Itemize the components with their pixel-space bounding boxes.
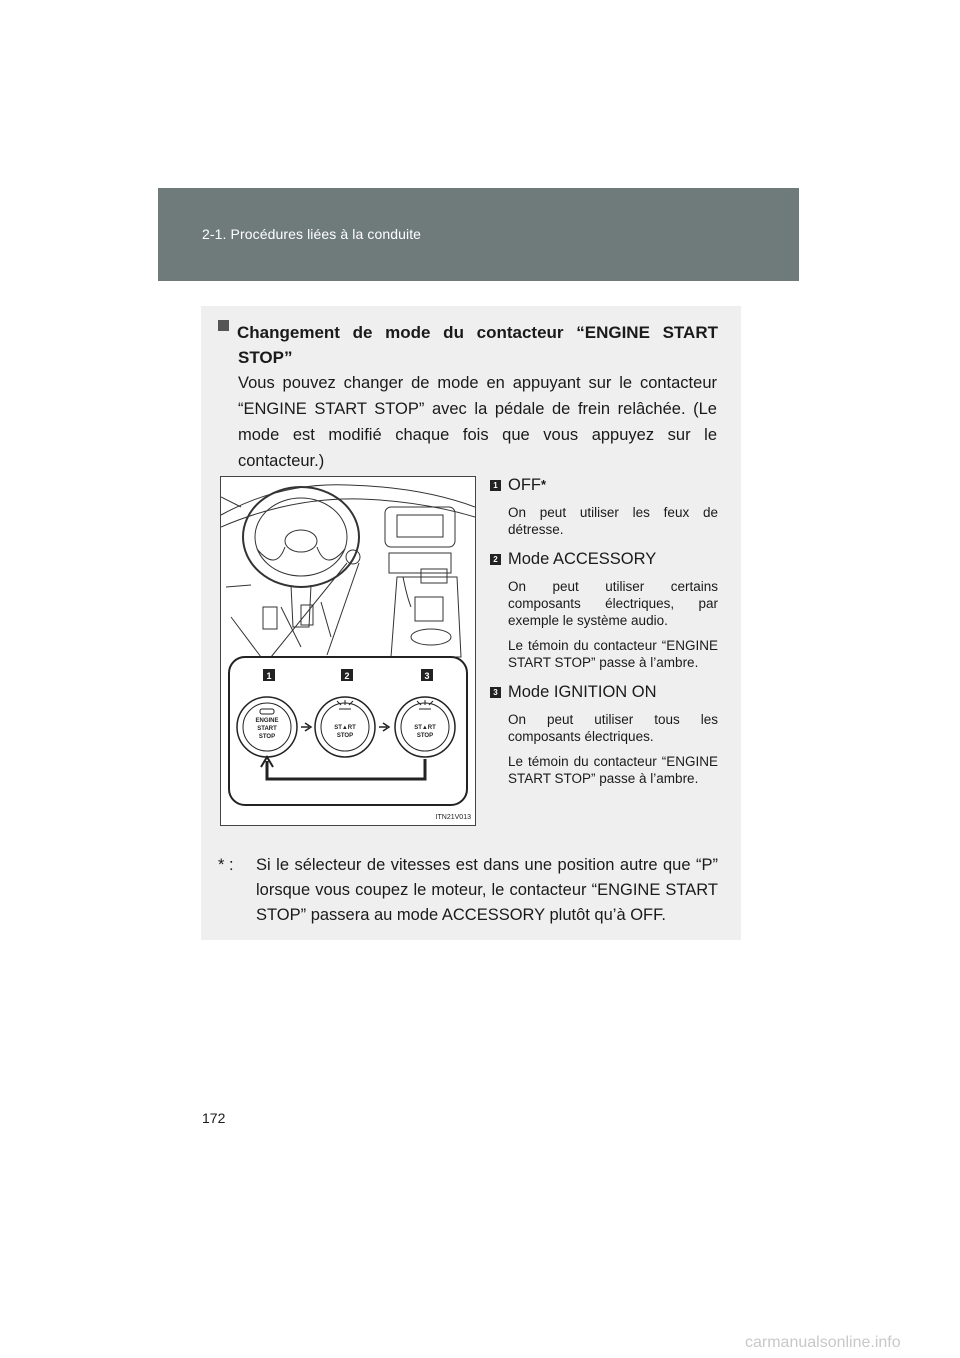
watermark: carmanualsonline.info [745,1334,901,1351]
svg-text:2: 2 [344,671,350,681]
mode-item-off [490,474,718,538]
mode-list [490,474,718,787]
mode-description: On peut utiliser tous les composants électriques. [508,712,718,744]
mode-description: Le témoin du contacteur “ENGINE START STOP” passe à l’ambre. [508,754,718,786]
number-badge: 2 [490,554,501,565]
heading-line-1 [218,320,718,345]
heading-text-2: STOP” [238,348,293,367]
footnote-text: Si le sélecteur de vitesses est dans une position autre que “P” lorsque vous coupez le moteur, le contacteur “ENGINE START STOP” passera au mode ACCESSORY plutôt qu’à OFF. [256,856,718,924]
button-1-label-1: ENGINE [255,718,279,724]
dashboard-illustration [220,476,476,826]
illustration-code: ITN21V013 [435,814,471,821]
svg-text:1: 1 [266,671,272,681]
dashboard-drawing [221,477,475,825]
section-title: 2-1. Procédures liées à la conduite [202,226,422,242]
footnote-mark: * : [218,856,234,874]
mode-item-accessory [490,548,718,671]
svg-text:3: 3 [424,671,430,681]
heading-bullet-square [218,320,229,331]
button-1-label-2: START [257,726,277,732]
mode-title-text: Mode IGNITION ON [508,683,657,701]
mode-title [490,681,718,703]
mode-description: Le témoin du contacteur “ENGINE START STOP” passe à l’ambre. [508,638,718,670]
footnote-asterisk: * [541,477,547,492]
intro-paragraph: Vous pouvez changer de mode en appuyant sur le contacteur “ENGINE START STOP” avec la pédale de frein relâchée. (Le mode est modifié chaque fois que vous appuyez sur le contacteur.) [238,374,717,470]
button-3-label-2: STOP [416,733,434,739]
number-badge: 1 [490,480,501,491]
mode-title-text: Mode ACCESSORY [508,550,657,568]
button-2-label-1: ST▲RT [334,725,356,731]
button-2-label-2: STOP [336,733,354,739]
section-heading [218,320,718,370]
mode-title-text: OFF [508,476,541,494]
button-1-label-3: STOP [258,734,276,740]
number-badge: 3 [490,687,501,698]
mode-title [490,548,718,570]
footnote [218,853,718,928]
mode-title [490,474,718,496]
heading-text-1: Changement de mode du contacteur “ENGINE START [237,323,718,342]
mode-item-ignition-on [490,681,718,787]
page-number: 172 [202,1110,226,1126]
mode-description: On peut utiliser certains composants électriques, par exemple le système audio. [508,579,718,628]
mode-description: On peut utiliser les feux de détresse. [508,505,718,537]
button-3-label-1: ST▲RT [414,725,436,731]
